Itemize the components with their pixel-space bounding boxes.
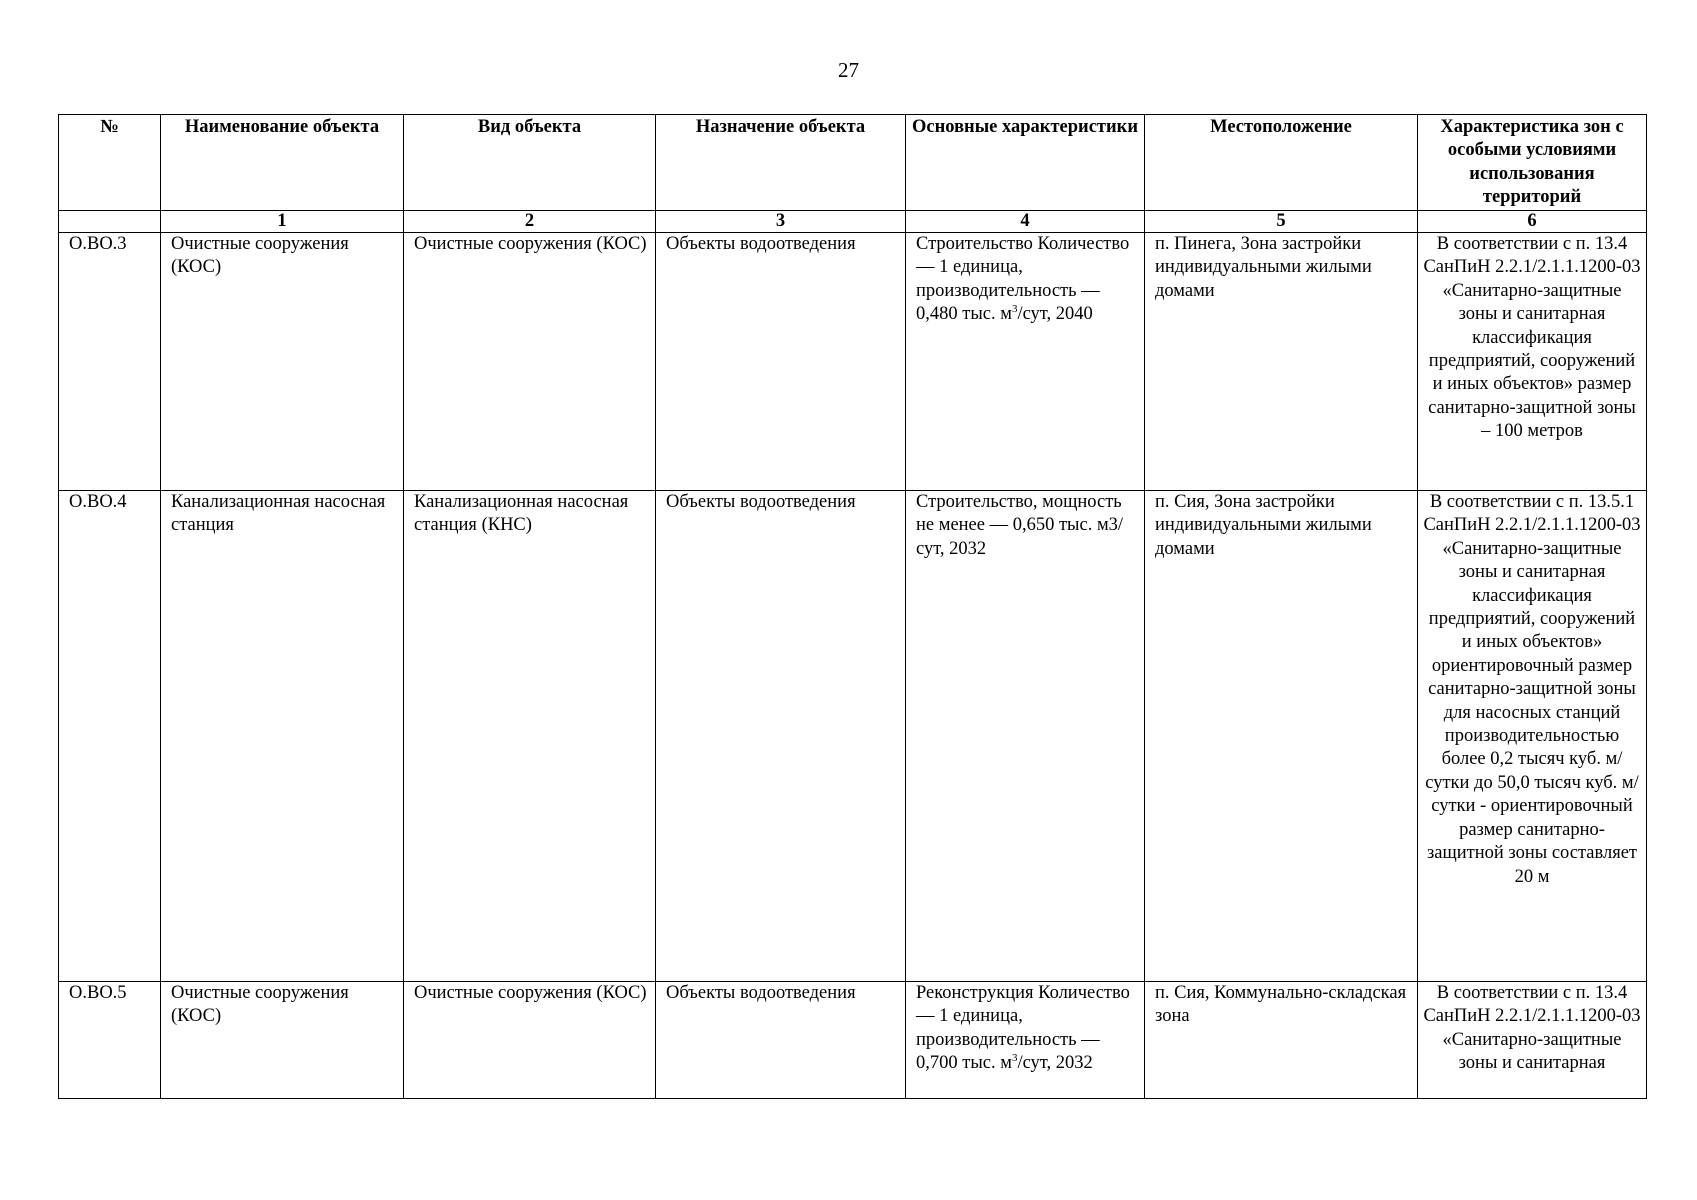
object-purpose: Объекты водоотведения [656, 982, 906, 1099]
header-object-name: Наименование объекта [161, 115, 404, 211]
object-purpose: Объекты водоотведения [656, 233, 906, 491]
characteristics-text-end: /сут, 2032 [1017, 1053, 1093, 1074]
object-location: п. Пинега, Зона застройки индивидуальными жилыми домами [1145, 233, 1418, 491]
object-name: Очистные сооружения (КОС) [161, 982, 404, 1099]
column-number: 6 [1418, 211, 1647, 233]
object-characteristics [906, 233, 1145, 491]
characteristics-text-end: /сут, 2040 [1017, 304, 1093, 325]
column-number: 1 [161, 211, 404, 233]
header-main-characteristics: Основные характеристики [906, 115, 1145, 211]
header-object-purpose: Назначение объекта [656, 115, 906, 211]
characteristics-superscript: 3 [1011, 1052, 1018, 1065]
object-characteristics [906, 491, 1145, 982]
object-location: п. Сия, Коммунально-складская зона [1145, 982, 1418, 1099]
object-kind: Очистные сооружения (КОС) [404, 233, 656, 491]
table-header-row [59, 115, 1647, 211]
object-name: Канализационная насосная станция [161, 491, 404, 982]
header-object-kind: Вид объекта [404, 115, 656, 211]
characteristics-superscript: 3 [1011, 303, 1018, 316]
zone-characteristics: В соответствии с п. 13.4 СанПиН 2.2.1/2.1.1.1200-03 «Санитарно-защитные зоны и санитарная [1418, 982, 1647, 1099]
object-purpose: Объекты водоотведения [656, 491, 906, 982]
row-id: О.ВО.3 [59, 233, 161, 491]
column-number: 2 [404, 211, 656, 233]
table-row [59, 491, 1647, 982]
table-row [59, 982, 1647, 1099]
zone-characteristics: В соответствии с п. 13.5.1 СанПиН 2.2.1/2.1.1.1200-03 «Санитарно-защитные зоны и санитарная классификация предприятий, сооружений и иных объектов» ориентировочный размер санитарно-защитной зоны для насосных станций производительностью более 0,2 тысяч куб. м/сутки до 50,0 тысяч куб. м/сутки - ориентировочный размер санитарно-защитной зоны составляет 20 м [1418, 491, 1647, 982]
object-location: п. Сия, Зона застройки индивидуальными жилыми домами [1145, 491, 1418, 982]
table-row [59, 233, 1647, 491]
row-id: О.ВО.4 [59, 491, 161, 982]
column-number: 4 [906, 211, 1145, 233]
column-number: 3 [656, 211, 906, 233]
row-id: О.ВО.5 [59, 982, 161, 1099]
object-kind: Очистные сооружения (КОС) [404, 982, 656, 1099]
characteristics-text: Строительство, мощность не менее — 0,650 тыс. м3/сут, 2032 [916, 492, 1124, 559]
objects-table [58, 114, 1647, 1099]
page-number: 27 [838, 58, 859, 82]
zone-characteristics: В соответствии с п. 13.4 СанПиН 2.2.1/2.1.1.1200-03 «Санитарно-защитные зоны и санитарная классификация предприятий, сооружений и иных объектов» размер санитарно-защитной зоны – 100 метров [1418, 233, 1647, 491]
object-name: Очистные сооружения (КОС) [161, 233, 404, 491]
column-number-row [59, 211, 1647, 233]
header-zone-characteristics: Характеристика зон с особыми условиями использования территорий [1418, 115, 1647, 211]
object-characteristics [906, 982, 1145, 1099]
column-number: 5 [1145, 211, 1418, 233]
characteristics-text: Реконструкция Количество — 1 единица, производительность — 0,700 тыс. м [916, 983, 1130, 1074]
column-number [59, 211, 161, 233]
object-kind: Канализационная насосная станция (КНС) [404, 491, 656, 982]
header-number: № [59, 115, 161, 211]
header-location: Местоположение [1145, 115, 1418, 211]
characteristics-text: Строительство Количество — 1 единица, производительность — 0,480 тыс. м [916, 234, 1130, 325]
